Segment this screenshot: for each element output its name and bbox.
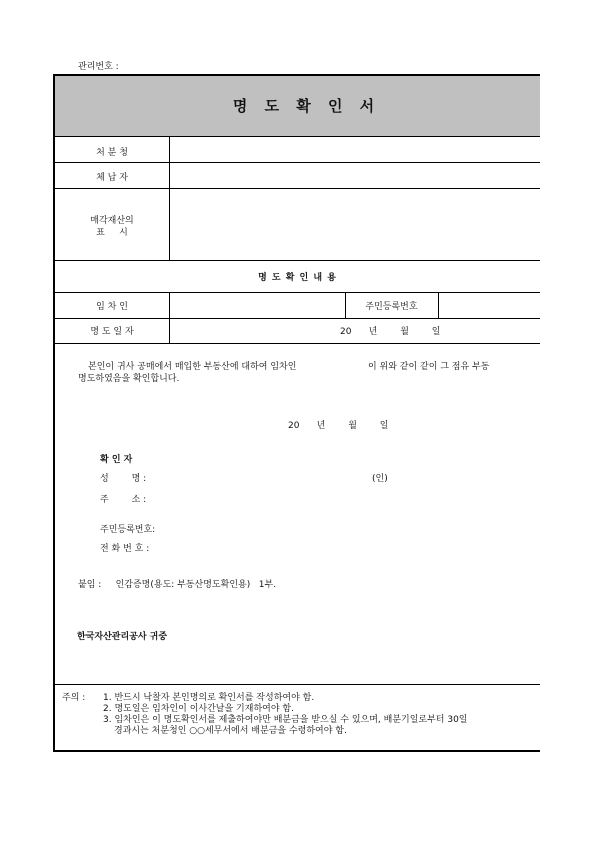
confirmer-address-label: 주 소 : (100, 495, 147, 505)
disposition-office-label: 처 분 청 (96, 148, 128, 158)
property-display-label-line2: 표 시 (96, 228, 128, 238)
confirmer-name-label: 성 명 : (100, 474, 147, 484)
statement-line-2: 명도하였음을 확인합니다. (78, 374, 180, 384)
row-divider (55, 343, 540, 344)
note-item: 2. 명도일은 임차인이 이사간날을 기재하여야 함. (103, 704, 294, 714)
attachment-note: 붙임 : 인감증명(용도: 부동산명도확인용) 1부. (78, 580, 277, 590)
statement-line-1: 본인이 귀사 공매에서 매입한 부동산에 대하여 임차인 이 위와 같이 같이 그 점유 부동 (88, 362, 490, 372)
tenant-input[interactable] (171, 294, 347, 318)
recipient-line: 한국자산관리공사 귀중 (77, 632, 168, 642)
tenant-label: 임 차 인 (96, 302, 128, 312)
delinquent-label: 체 납 자 (96, 173, 128, 183)
title-header (55, 76, 540, 137)
row-divider (55, 162, 540, 163)
row-divider (55, 260, 540, 261)
note-item: 3. 임차인은 이 명도확인서를 제출하여야만 배분금을 받으실 수 있으며, 배분기일로부터 30일 (103, 715, 468, 725)
note-item: 경과시는 처분청인 ○○세무서에서 배분금을 수령하여야 함. (114, 726, 347, 736)
column-divider (169, 137, 170, 260)
resident-number-label: 주민등록번호 (365, 302, 418, 312)
row-divider (55, 292, 540, 293)
row-divider (55, 188, 540, 189)
confirmer-phone-label: 전 화 번 호 : (100, 544, 150, 554)
transfer-date-label: 명 도 일 자 (90, 327, 134, 337)
property-display-label-line1: 매각재산의 (90, 216, 134, 226)
seal-mark: (인) (372, 474, 388, 484)
row-divider (55, 318, 540, 319)
transfer-date-value: 20 년 월 일 (340, 327, 441, 337)
column-divider (438, 292, 439, 318)
confirmer-resident-number-label: 주민등록번호: (100, 525, 156, 535)
notes-label: 주의 : (62, 693, 86, 703)
resident-number-input[interactable] (440, 294, 542, 318)
document-title: 명 도 확 인 서 (232, 97, 381, 115)
management-number-label: 관리번호 : (78, 62, 119, 72)
confirmer-heading: 확 인 자 (100, 455, 133, 465)
section-title: 명 도 확 인 내 용 (258, 273, 337, 283)
column-divider (169, 292, 170, 343)
note-item: 1. 반드시 낙찰자 본인명의로 확인서를 작성하여야 함. (103, 693, 315, 703)
notes-divider (55, 684, 540, 685)
confirmation-date: 20 년 월 일 (288, 421, 389, 431)
